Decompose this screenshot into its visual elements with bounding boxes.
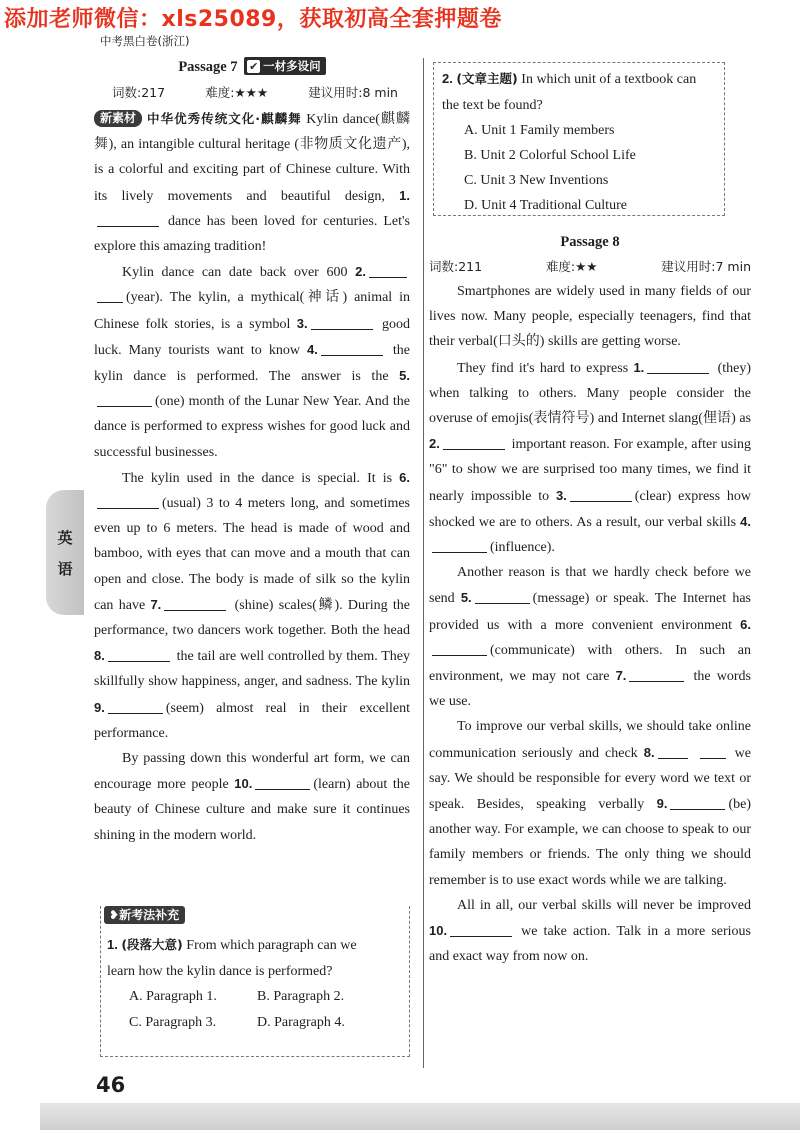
answer-blank[interactable] [450,922,512,937]
passage-title: Passage 7 [178,59,238,75]
passage-title: Passage 8 [560,234,620,250]
subject-tab [46,490,84,615]
blank-number: 3. [555,487,567,503]
paragraph [429,893,751,970]
blank-number: 3. [296,315,308,331]
passage-text: (clear) express how shocked we are to others. As a result, our verbal skills [429,488,751,530]
answer-blank[interactable] [432,538,487,553]
difficulty-stars: ★★★ [234,85,269,100]
passage-tag [244,57,326,75]
passage-text: (they) when talking to others. Many people consider the overuse of emojis(表情符号) and Internet slang(俚语) as [429,360,751,427]
option[interactable]: D. Paragraph 4. [257,1014,345,1030]
blank-number: 8. [94,648,105,664]
passage-text: good luck. Many tourists want to know [94,316,410,358]
blank-number: 2. [355,264,366,280]
word-count: 词数:217 [112,85,166,100]
answer-blank[interactable] [658,744,688,759]
paragraph [429,355,751,561]
paragraph [94,746,410,848]
blank-number: 2. [429,436,440,452]
book-title: 中考黑白卷(浙江) [100,34,190,48]
passage-text: we take action. Talk in a more serious and exact way from now on. [429,924,751,965]
word-count: 词数:211 [429,259,483,274]
paragraph [429,279,751,355]
option[interactable]: A. Paragraph 1. [129,989,217,1004]
blank-number: 1. [633,359,645,375]
blank-number: 1. [399,187,410,203]
suggested-time: 建议用时:7 min [661,259,751,274]
option[interactable]: C. Paragraph 3. [129,1014,217,1030]
blank-number: 4. [307,341,318,357]
blank-number: 9. [656,796,668,812]
blank-number: 10. [234,776,253,792]
paragraph [94,106,410,259]
column-divider [423,58,424,1068]
page-edge [40,1103,800,1130]
answer-blank[interactable] [321,341,383,356]
tag-label: 一材多设问 [263,59,321,73]
passage-text: (learn) about the beauty of Chinese culture and make sure it continues shining in the modern world. [94,777,410,843]
passage-7-title-row [94,57,410,76]
blank-number: 9. [94,699,105,715]
option[interactable]: B. Unit 2 Colorful School Life [464,148,636,163]
passage-7-body [94,106,410,848]
passage-text: By passing down this wonderful art form, we can encourage more people [94,751,410,793]
passage-text: we say. We should be responsible for every word we text or speak. Besides, speaking verbally [429,745,752,813]
blank-number: 7. [615,668,627,684]
material-topic: 中华优秀传统文化·麒麟舞 [146,111,302,126]
answer-blank[interactable] [108,647,170,662]
question-box-new-format [100,906,410,1057]
answer-blank[interactable] [629,667,684,682]
passage-text: They find it's hard to express [457,360,634,376]
passage-text: important reason. For example, after using "6" to show we are surprised too many times, we find it nearly impossible to [429,437,751,504]
passage-text: (usual) 3 to 4 meters long, and sometimes even up to 6 meters. The head is made of wood and bamboo, with eyes that can move and a mouth that can open and close. The body is made of silk so the kylin can have [94,496,410,613]
answer-blank[interactable] [443,435,505,450]
passage-text: (influence). [490,540,555,556]
difficulty-stars: ★★ [575,259,598,274]
option[interactable]: B. Paragraph 2. [257,989,345,1004]
answer-blank[interactable] [97,392,152,407]
question-1 [107,932,385,1035]
passage-text: Smartphones are widely used in many fields of our lives now. Many people, especially teenagers, find that their verbal(口头的) skills are getting worse. [429,284,751,350]
question-2-stem: 2. (文章主题) In which unit of a textbook can the text be found? [442,71,697,113]
passage-text: (shine) scales(鳞). During the performance, two dancers work together. Both the head [94,597,410,639]
paragraph [429,714,751,892]
passage-text: dance has been loved for centuries. Let's explore this amazing tradition! [94,213,410,255]
subject-char: 英 [57,528,73,547]
passage-text [691,746,697,761]
passage-text: (communicate) with others. In such an environment, we may not care [429,642,751,685]
passage-text: (one) month of the Lunar New Year. And the dance is performed to express wishes for good luck and successful businesses. [94,394,410,460]
passage-text: (seem) almost real in their excellent performance. [94,700,410,741]
passage-text: Another reason is that we hardly check before we send [429,565,751,607]
passage-text: All in all, our verbal skills will never be improved [457,897,751,913]
blank-number: 4. [740,513,751,529]
difficulty: 难度:★★ [545,259,598,274]
answer-blank[interactable] [164,596,226,611]
passage-text: The kylin used in the dance is special. It is [122,470,400,486]
answer-blank[interactable] [432,641,487,656]
passage-text: Kylin dance can date back over 600 [122,265,356,281]
paragraph [429,560,751,714]
blank-number: 10. [429,923,448,939]
question-1-options [107,984,385,1035]
blank-number: 6. [399,469,410,485]
passage-8-body [429,279,751,969]
new-material-badge: 新素材 [94,110,142,127]
answer-blank[interactable] [670,795,725,810]
passage-text: (year). The kylin, a mythical(神话) animal in Chinese folk stories, is a symbol [94,290,410,332]
page-number: 46 [96,1073,126,1097]
blank-number: 5. [399,368,410,384]
answer-blank[interactable] [700,744,726,759]
answer-blank[interactable] [311,315,373,330]
passage-text: To improve our verbal skills, we should take online communication seriously and check [429,719,751,761]
blank-number: 5. [460,590,472,606]
passage-text: Kylin dance(麒麟舞), an intangible cultural heritage (非物质文化遗产), is a colorful and exciting part of Chinese culture. With its lively movements and beautiful design, [94,112,410,204]
question-1-stem: 1. (段落大意) From which paragraph can we learn how the kylin dance is performed? [107,937,357,979]
passage-8 [429,234,751,969]
new-format-label: ❥新考法补充 [104,906,185,924]
answer-blank[interactable] [255,775,310,790]
paragraph [94,259,410,465]
blank-number: 6. [740,616,751,632]
passage-meta [94,83,410,101]
passage-text: the tail are well controlled by them. They skillfully show happiness, anger, and sadness. The kylin [94,649,410,690]
subject-char: 语 [57,559,73,578]
passage-meta [429,257,751,275]
answer-blank[interactable] [97,212,159,227]
answer-blank[interactable] [369,263,407,278]
answer-blank[interactable] [647,359,709,374]
passage-text: (be) another way. For example, we can choose to speak to our family members or friends. The only thing we should remember is to use exact words while we are talking. [429,797,751,888]
answer-blank[interactable] [97,494,159,509]
option[interactable]: C. Unit 3 New Inventions [464,173,609,188]
option[interactable]: D. Unit 4 Traditional Culture [464,198,627,213]
promo-banner: 添加老师微信：xls25089，获取初高全套押题卷 [4,7,502,32]
passage-text: the words we use. [429,669,751,710]
answer-blank[interactable] [97,288,123,303]
passage-text: (message) or speak. The Internet has provided us with a more convenient environment [429,591,751,633]
passage-text: the kylin dance is performed. The answer is the [94,342,410,385]
answer-blank[interactable] [475,589,530,604]
answer-blank[interactable] [108,699,163,714]
question-2 [433,62,725,216]
passage-7 [94,57,410,848]
suggested-time: 建议用时:8 min [308,85,398,100]
check-icon: ✔ [249,60,259,73]
answer-blank[interactable] [570,487,632,502]
option[interactable]: A. Unit 1 Family members [464,123,615,138]
paragraph [94,465,410,746]
blank-number: 8. [643,744,655,760]
blank-number: 7. [150,596,162,612]
difficulty: 难度:★★★ [205,85,269,100]
